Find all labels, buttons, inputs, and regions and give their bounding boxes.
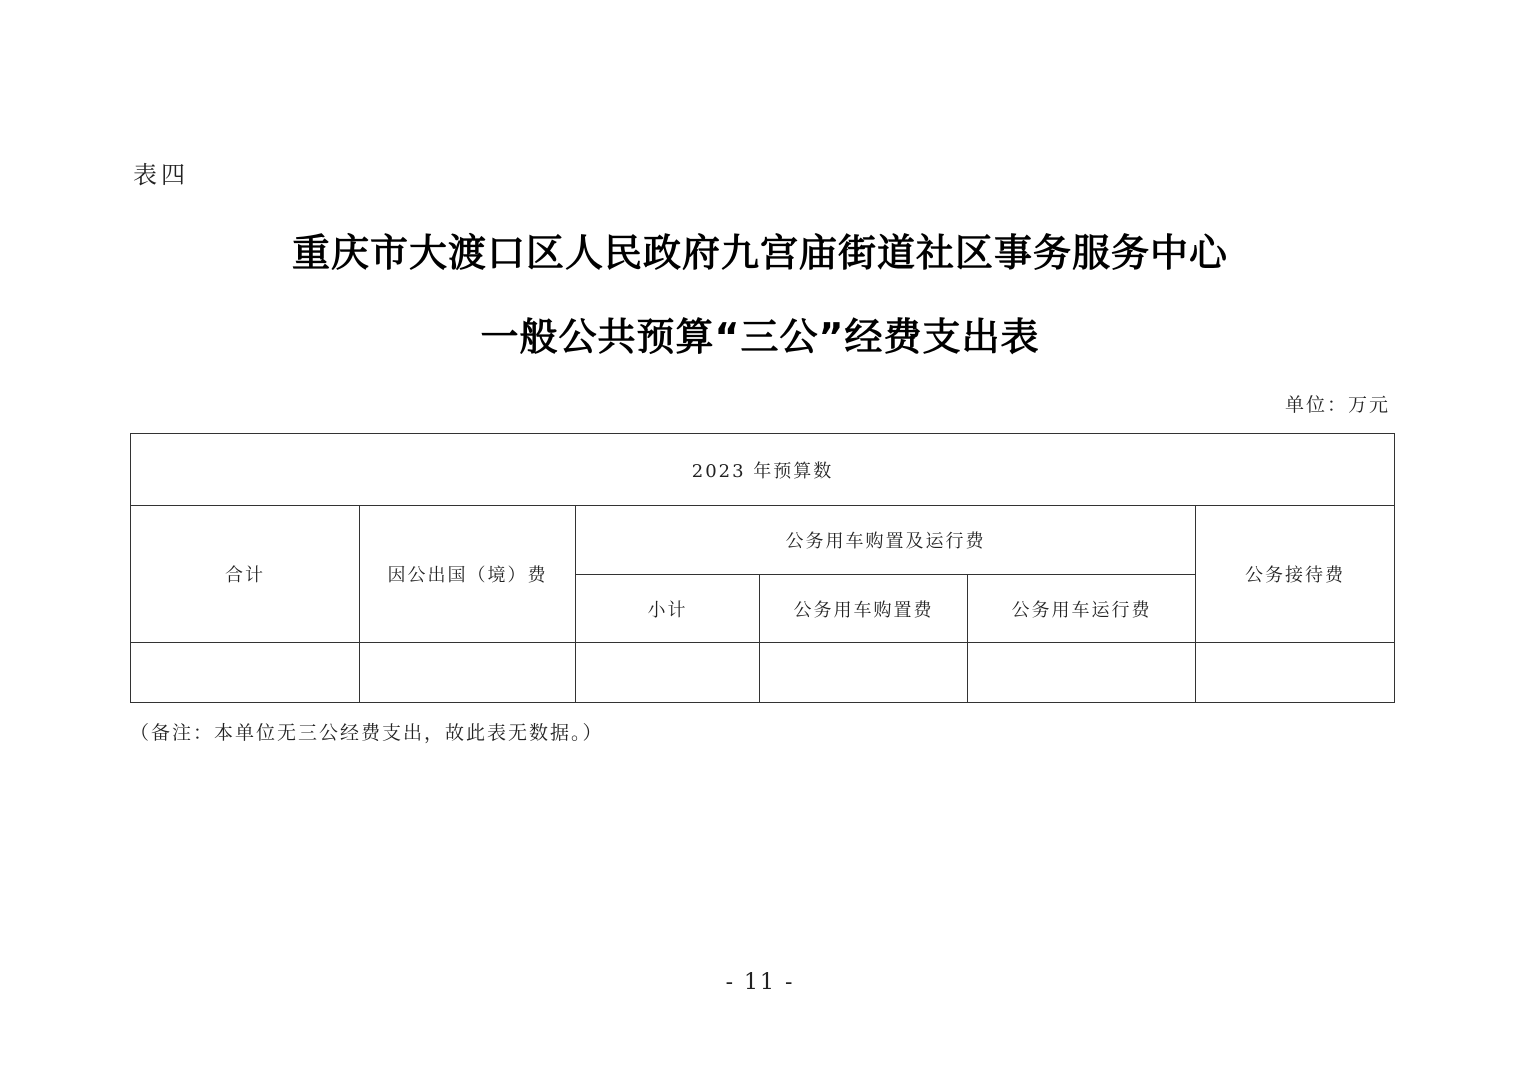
col-reception-header: 公务接待费 <box>1196 506 1395 643</box>
page-title: 重庆市大渡口区人民政府九宫庙街道社区事务服务中心 <box>291 231 1228 275</box>
col-total-header: 合计 <box>131 506 360 643</box>
table-header-row <box>131 434 1395 506</box>
three-public-expenses-table <box>130 433 1395 703</box>
table-subheader-row <box>131 506 1395 575</box>
col-subtotal-header: 小计 <box>576 575 760 643</box>
table-row <box>131 643 1395 703</box>
table-cell-vehicle-operation <box>968 643 1196 703</box>
page-subtitle: 一般公共预算“三公”经费支出表 <box>480 315 1040 359</box>
col-overseas-header: 因公出国（境）费 <box>360 506 576 643</box>
table-cell-reception <box>1196 643 1395 703</box>
col-vehicle-purchase-header: 公务用车购置费 <box>760 575 968 643</box>
unit-label: 单位：万元 <box>1284 394 1390 416</box>
table-cell-subtotal <box>576 643 760 703</box>
table-cell-overseas <box>360 643 576 703</box>
table-cell-total <box>131 643 360 703</box>
table-label: 表四 <box>133 161 189 189</box>
col-vehicle-group-header: 公务用车购置及运行费 <box>576 506 1196 575</box>
page-number: - 11 - <box>725 970 795 995</box>
table-note: （备注：本单位无三公经费支出，故此表无数据。） <box>130 722 604 744</box>
table-cell-vehicle-purchase <box>760 643 968 703</box>
col-vehicle-operation-header: 公务用车运行费 <box>968 575 1196 643</box>
header-year-cell: 2023 年预算数 <box>131 434 1395 506</box>
